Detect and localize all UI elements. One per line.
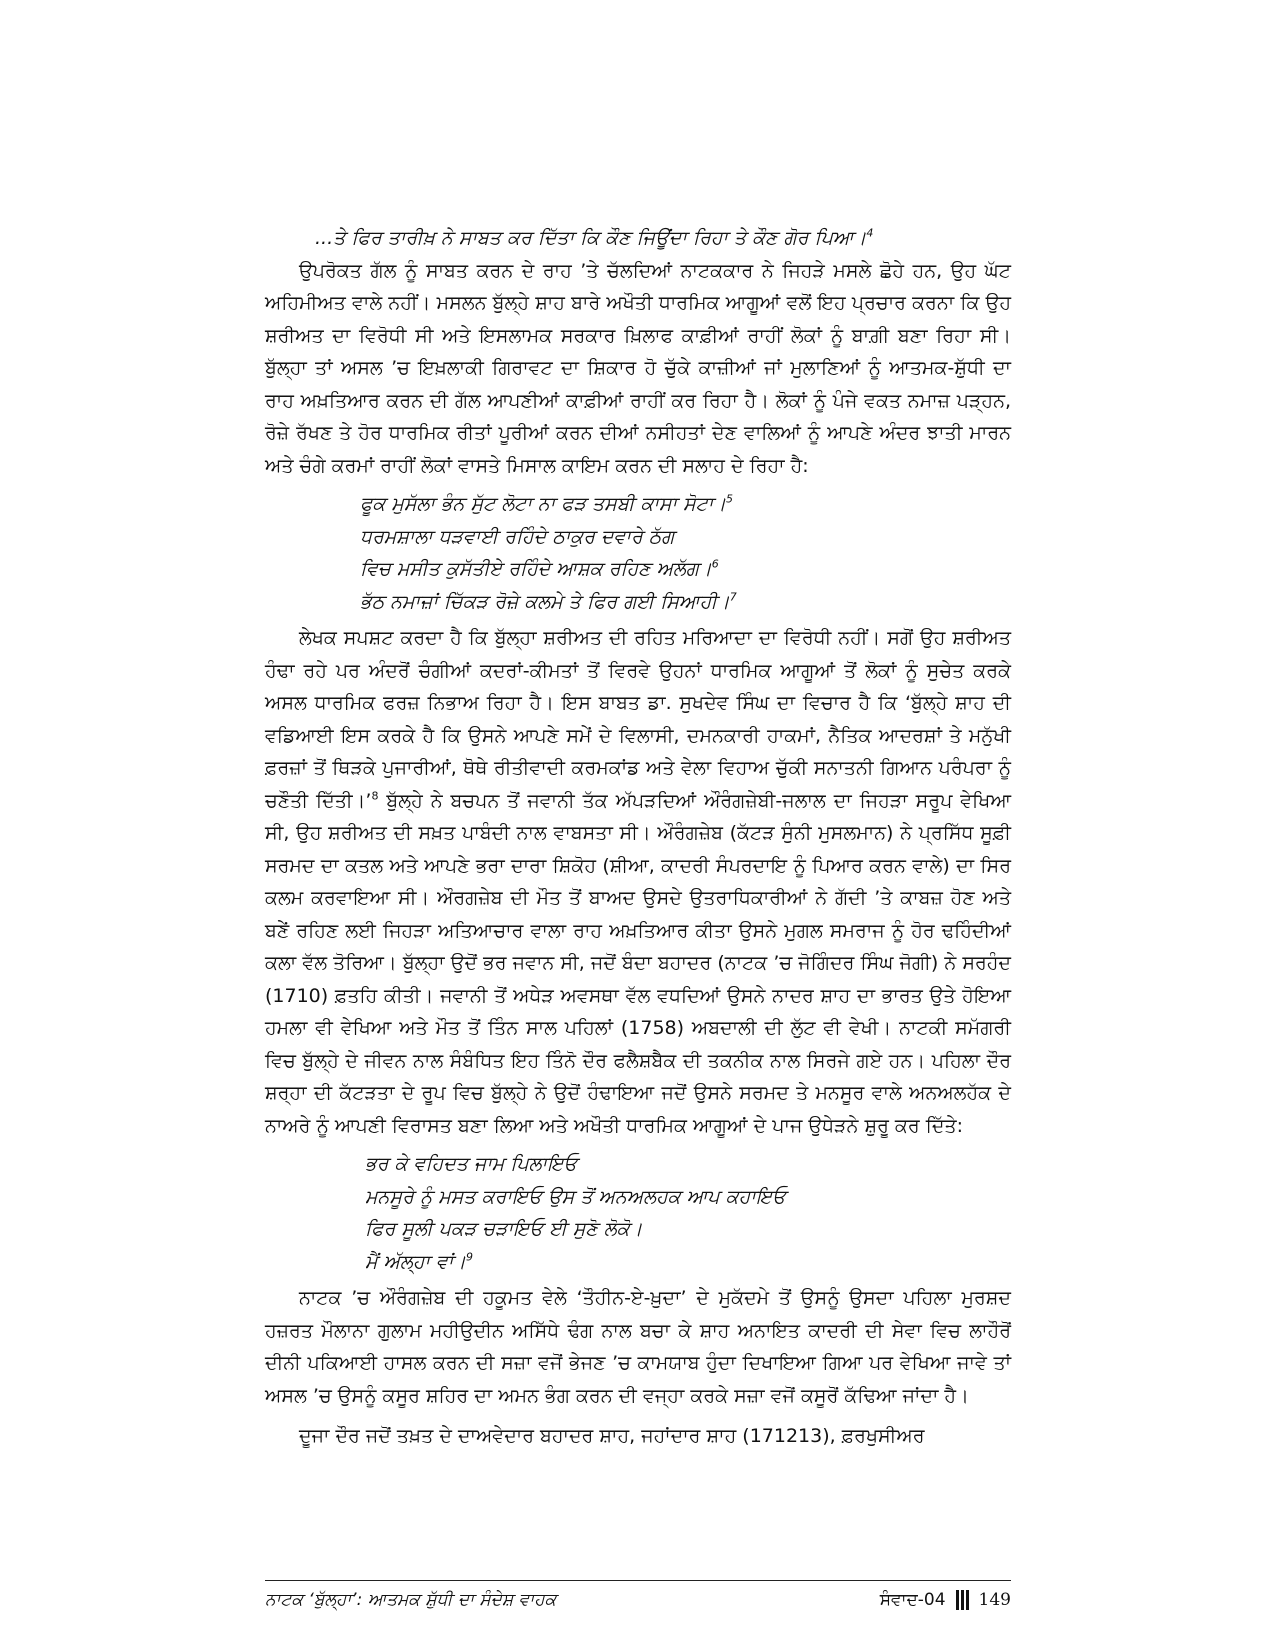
verse-line-text: ਮੈਂ ਅੱਲ੍ਹਾ ਵਾਂ। [365,1250,466,1273]
verse-line-text: ਭਰ ਕੇ ਵਹਿਦਤ ਜਾਮ ਪਿਲਾਇਓ [365,1153,578,1175]
verse-line-text: ਵਿਚ ਮਸੀਤ ਕੁਸੱਤੀਏ ਰਹਿੰਦੇ ਆਸ਼ਕ ਰਹਿਣ ਅਲੱਗ। [360,558,712,580]
verse-line-text: ਧਰਮਸ਼ਾਲਾ ਧੜਵਾਈ ਰਹਿੰਦੇ ਠਾਕੁਰ ਦਵਾਰੇ ਠੱਗ [360,525,675,548]
footer-right [880,1590,1011,1610]
verse-line [265,1148,1011,1181]
verse-line [265,1213,1011,1246]
verse-line-text: ਮਨਸੂਰੇ ਨੂੰ ਮਸਤ ਕਰਾਇਓ ਉਸ ਤੋਂ ਅਨਅਲਹਕ ਆਪ ਕਹਾਇਓ [365,1185,786,1208]
verse-line [265,553,1011,586]
footnote-marker: 4 [866,226,874,240]
paragraph-2-continuation: ਬੁੱਲ੍ਹੇ ਨੇ ਬਚਪਨ ਤੋਂ ਜਵਾਨੀ ਤੱਕ ਅੱਪੜਦਿਆਂ ਔਰੰਗਜ਼ੇਬੀ-ਜਲਾਲ ਦਾ ਜਿਹੜਾ ਸਰੂਪ ਵੇਖਿਆ ਸੀ, ਉਹ ਸ਼ਰੀਅਤ ਦੀ ਸਖ਼ਤ ਪਾਬੰਦੀ ਨਾਲ ਵਾਬਸਤਾ ਸੀ। ਔਰੰਗਜ਼ੇਬ (ਕੱਟੜ ਸੁੰਨੀ ਮੁਸਲਮਾਨ) ਨੇ ਪ੍ਰਸਿੱਧ ਸੂਫ਼ੀ ਸਰਮਦ ਦਾ ਕਤਲ ਅਤੇ ਆਪਣੇ ਭਰਾ ਦਾਰਾ ਸ਼ਿਕੋਹ (ਸ਼ੀਆ, ਕਾਦਰੀ ਸੰਪਰਦਾਇ ਨੂੰ ਪਿਆਰ ਕਰਨ ਵਾਲੇ) ਦਾ ਸਿਰ ਕਲਮ ਕਰਵਾਇਆ ਸੀ। ਔਰਗਜ਼ੇਬ ਦੀ ਮੌਤ ਤੋਂ ਬਾਅਦ ਉਸਦੇ ਉਤਰਾਧਿਕਾਰੀਆਂ ਨੇ ਗੱਦੀ ’ਤੇ ਕਾਬਜ਼ ਹੋਣ ਅਤੇ ਬਣੇਂ ਰਹਿਣ ਲਈ ਜਿਹੜਾ ਅਤਿਆਚਾਰ ਵਾਲਾ ਰਾਹ ਅਖ਼ਤਿਆਰ ਕੀਤਾ ਉਸਨੇ ਮੁਗਲ ਸਮਰਾਜ ਨੂੰ ਹੋਰ ਢਹਿੰਦੀਆਂ ਕਲਾ ਵੱਲ ਤੋਰਿਆ। ਬੁੱਲ੍ਹਾ ਉਦੋਂ ਭਰ ਜਵਾਨ ਸੀ, ਜਦੋਂ ਬੰਦਾ ਬਹਾਦਰ (ਨਾਟਕ ’ਚ ਜੋਗਿੰਦਰ ਸਿੰਘ ਜੋਗੀ) ਨੇ ਸਰਹੰਦ (1710) ਫ਼ਤਹਿ ਕੀਤੀ। ਜਵਾਨੀ ਤੋਂ ਅਧੇੜ ਅਵਸਥਾ ਵੱਲ ਵਧਦਿਆਂ ਉਸਨੇ ਨਾਦਰ ਸ਼ਾਹ ਦਾ ਭਾਰਤ ਉਤੇ ਹੋਇਆ ਹਮਲਾ ਵੀ ਵੇਖਿਆ ਅਤੇ ਮੌਤ ਤੋਂ ਤਿੰਨ ਸਾਲ ਪਹਿਲਾਂ (1758) ਅਬਦਾਲੀ ਦੀ ਲੁੱਟ ਵੀ ਵੇਖੀ। ਨਾਟਕੀ ਸਮੱਗਰੀ ਵਿਚ ਬੁੱਲ੍ਹੇ ਦੇ ਜੀਵਨ ਨਾਲ ਸੰਬੰਧਿਤ ਇਹ ਤਿੰਨੋ ਦੌਰ ਫਲੈਸ਼ਬੈਕ ਦੀ ਤਕਨੀਕ ਨਾਲ ਸਿਰਜੇ ਗਏ ਹਨ। ਪਹਿਲਾ ਦੌਰ ਸ਼ਰ੍ਹਾ ਦੀ ਕੱਟੜਤਾ ਦੇ ਰੂਪ ਵਿਚ ਬੁੱਲ੍ਹੇ ਨੇ ਉਦੋਂ ਹੰਢਾਇਆ ਜਦੋਂ ਉਸਨੇ ਸਰਮਦ ਤੇ ਮਨਸੂਰ ਵਾਲੇ ਅਨਅਲਹੱਕ ਦੇ ਨਾਅਰੇ ਨੂੰ ਆਪਣੀ ਵਿਰਾਸਤ ਬਣਾ ਲਿਆ ਅਤੇ ਅਖੌਤੀ ਧਾਰਮਿਕ ਆਗੂਆਂ ਦੇ ਪਾਜ ਉਧੇੜਨੇ ਸ਼ੁਰੂ ਕਰ ਦਿੱਤੇ: [265,789,1012,1137]
paragraph-1: ਉਪਰੋਕਤ ਗੱਲ ਨੂੰ ਸਾਬਤ ਕਰਨ ਦੇ ਰਾਹ ’ਤੇ ਚੱਲਦਿਆਂ ਨਾਟਕਕਾਰ ਨੇ ਜਿਹੜੇ ਮਸਲੇ ਛੋਹੇ ਹਨ, ਉਹ ਘੱਟ ਅਹਿਮੀਅਤ ਵਾਲੇ ਨਹੀਂ। ਮਸਲਨ ਬੁੱਲ੍ਹੇ ਸ਼ਾਹ ਬਾਰੇ ਅਖੌਤੀ ਧਾਰਮਿਕ ਆਗੂਆਂ ਵਲੋਂ ਇਹ ਪ੍ਰਚਾਰ ਕਰਨਾ ਕਿ ਉਹ ਸ਼ਰੀਅਤ ਦਾ ਵਿਰੋਧੀ ਸੀ ਅਤੇ ਇਸਲਾਮਕ ਸਰਕਾਰ ਖ਼ਿਲਾਫ ਕਾਫ਼ੀਆਂ ਰਾਹੀਂ ਲੋਕਾਂ ਨੂੰ ਬਾਗ਼ੀ ਬਣਾ ਰਿਹਾ ਸੀ। ਬੁੱਲ੍ਹਾ ਤਾਂ ਅਸਲ ’ਚ ਇਖ਼ਲਾਕੀ ਗਿਰਾਵਟ ਦਾ ਸ਼ਿਕਾਰ ਹੋ ਚੁੱਕੇ ਕਾਜ਼ੀਆਂ ਜਾਂ ਮੁਲਾਣਿਆਂ ਨੂੰ ਆਤਮਕ-ਸ਼ੁੱਧੀ ਦਾ ਰਾਹ ਅਖ਼ਤਿਆਰ ਕਰਨ ਦੀ ਗੱਲ ਆਪਣੀਆਂ ਕਾਫ਼ੀਆਂ ਰਾਹੀਂ ਕਰ ਰਿਹਾ ਹੈ। ਲੋਕਾਂ ਨੂੰ ਪੰਜੇ ਵਕਤ ਨਮਾਜ਼ ਪੜ੍ਹਨ, ਰੋਜ਼ੇ ਰੱਖਣ ਤੇ ਹੋਰ ਧਾਰਮਿਕ ਰੀਤਾਂ ਪੂਰੀਆਂ ਕਰਨ ਦੀਆਂ ਨਸੀਹਤਾਂ ਦੇਣ ਵਾਲਿਆਂ ਨੂੰ ਆਪਣੇ ਅੰਦਰ ਝਾਤੀ ਮਾਰਨ ਅਤੇ ਚੰਗੇ ਕਰਮਾਂ ਰਾਹੀਂ ਲੋਕਾਂ ਵਾਸਤੇ ਮਿਸਾਲ ਕਾਇਮ ਕਰਨ ਦੀ ਸਲਾਹ ਦੇ ਰਿਹਾ ਹੈ: [265,259,1011,477]
footnote-marker: 6 [711,557,719,571]
verse-line [265,586,1011,619]
verse-line [265,1246,1011,1279]
opening-quote [265,222,1011,255]
verse-block-2 [265,1148,1011,1278]
paragraph-3: ਨਾਟਕ ’ਚ ਔਰੰਗਜ਼ੇਬ ਦੀ ਹਕੂਮਤ ਵੇਲੇ ‘ਤੌਹੀਨ-ਏ-ਖ਼ੁਦਾ’ ਦੇ ਮੁਕੱਦਮੇ ਤੋਂ ਉਸਨੂੰ ਉਸਦਾ ਪਹਿਲਾ ਮੁਰਸ਼ਦ ਹਜ਼ਰਤ ਮੌਲਾਨਾ ਗੁਲਾਮ ਮਹੀਉਦੀਨ ਅਸਿੱਧੇ ਢੰਗ ਨਾਲ ਬਚਾ ਕੇ ਸ਼ਾਹ ਅਨਾਇਤ ਕਾਦਰੀ ਦੀ ਸੇਵਾ ਵਿਚ ਲਾਹੌਰੋਂ ਦੀਨੀ ਪਕਿਆਈ ਹਾਸਲ ਕਰਨ ਦੀ ਸਜ਼ਾ ਵਜੋਂ ਭੇਜਣ ’ਚ ਕਾਮਯਾਬ ਹੁੰਦਾ ਦਿਖਾਇਆ ਗਿਆ ਪਰ ਵੇਖਿਆ ਜਾਵੇ ਤਾਂ ਅਸਲ ’ਚ ਉਸਨੂੰ ਕਸੂਰ ਸ਼ਹਿਰ ਦਾ ਅਮਨ ਭੰਗ ਕਰਨ ਦੀ ਵਜ੍ਹਾ ਕਰਕੇ ਸਜ਼ਾ ਵਜੋਂ ਕਸੂਰੋਂ ਕੱਢਿਆ ਜਾਂਦਾ ਹੈ। [265,1287,1011,1407]
footnote-marker: 8 [371,789,379,803]
verse-line [265,1181,1011,1214]
footer-rule [265,1580,1011,1581]
verse-block-1 [265,488,1011,618]
verse-line-text: ਫੂਕ ਮੁਸੱਲਾ ਭੰਨ ਸੁੱਟ ਲੋਟਾ ਨਾ ਫੜ ਤਸਬੀ ਕਾਸਾ ਸੋਟਾ। [360,493,727,515]
verse-line-text: ਫਿਰ ਸੂਲੀ ਪਕੜ ਚੜਾਇਓ ਈ ਸੁਣੋ ਲੋਕੋ। [365,1218,643,1240]
verse-line [265,488,1011,521]
journal-name: ਸੰਵਾਦ-04 [879,1590,946,1610]
footnote-marker: 5 [726,492,734,506]
footnote-marker: 9 [465,1250,473,1264]
body-text [265,222,1011,1453]
verse-line [265,521,1011,554]
footnote-marker: 7 [729,590,737,604]
page-footer [265,1590,1011,1610]
running-title: ਨਾਟਕ ‘ਬੁੱਲ੍ਹਾ’: ਆਤਮਕ ਸ਼ੁੱਧੀ ਦਾ ਸੰਦੇਸ਼ ਵਾਹਕ [265,1590,557,1610]
opening-quote-text: ...ਤੇ ਫਿਰ ਤਾਰੀਖ਼ ਨੇ ਸਾਬਤ ਕਰ ਦਿੱਤਾ ਕਿ ਕੌਣ ਜਿਊਂਦਾ ਰਿਹਾ ਤੇ ਕੌਣ ਗੋਰ ਪਿਆ। [315,227,867,249]
paragraph-2-text: ਲੇਖਕ ਸਪਸ਼ਟ ਕਰਦਾ ਹੈ ਕਿ ਬੁੱਲ੍ਹਾ ਸ਼ਰੀਅਤ ਦੀ ਰਹਿਤ ਮਰਿਆਦਾ ਦਾ ਵਿਰੋਧੀ ਨਹੀਂ। ਸਗੋਂ ਉਹ ਸ਼ਰੀਅਤ ਹੰਢਾ ਰਹੇ ਪਰ ਅੰਦਰੋਂ ਚੰਗੀਆਂ ਕਦਰਾਂ-ਕੀਮਤਾਂ ਤੋਂ ਵਿਰਵੇ ਉਹਨਾਂ ਧਾਰਮਿਕ ਆਗੂਆਂ ਤੋਂ ਲੋਕਾਂ ਨੂੰ ਸੁਚੇਤ ਕਰਕੇ ਅਸਲ ਧਾਰਮਿਕ ਫਰਜ਼ ਨਿਭਾਅ ਰਿਹਾ ਹੈ। ਇਸ ਬਾਬਤ ਡਾ. ਸੁਖਦੇਵ ਸਿੰਘ ਦਾ ਵਿਚਾਰ ਹੈ ਕਿ ‘ਬੁੱਲ੍ਹੇ ਸ਼ਾਹ ਦੀ ਵਡਿਆਈ ਇਸ ਕਰਕੇ ਹੈ ਕਿ ਉਸਨੇ ਆਪਣੇ ਸਮੇਂ ਦੇ ਵਿਲਾਸੀ, ਦਮਨਕਾਰੀ ਹਾਕਮਾਂ, ਨੈਤਿਕ ਆਦਰਸ਼ਾਂ ਤੇ ਮਨੁੱਖੀ ਫ਼ਰਜ਼ਾਂ ਤੋਂ ਥਿੜਕੇ ਪੁਜਾਰੀਆਂ, ਥੋਥੇ ਰੀਤੀਵਾਦੀ ਕਰਮਕਾਂਡ ਅਤੇ ਵੇਲਾ ਵਿਹਾਅ ਚੁੱਕੀ ਸਨਾਤਨੀ ਗਿਆਨ ਪਰੰਪਰਾ ਨੂੰ ਚਣੌਤੀ ਦਿੱਤੀ।’ [265,627,1011,812]
verse-line-text: ਭੱਠ ਨਮਾਜ਼ਾਂ ਚਿੱਕੜ ਰੋਜ਼ੇ ਕਲਮੇ ਤੇ ਫਿਰ ਗਈ ਸਿਆਹੀ। [360,590,730,613]
bars-icon [956,1590,969,1610]
page-number: 149 [978,1590,1011,1610]
paragraph-4: ਦੂਜਾ ਦੌਰ ਜਦੋਂ ਤਖ਼ਤ ਦੇ ਦਾਅਵੇਦਾਰ ਬਹਾਦਰ ਸ਼ਾਹ, ਜਹਾਂਦਾਰ ਸ਼ਾਹ (171213), ਫ਼ਰਖੁਸੀਅਰ [299,1425,925,1447]
paragraph-2 [265,622,1011,1142]
